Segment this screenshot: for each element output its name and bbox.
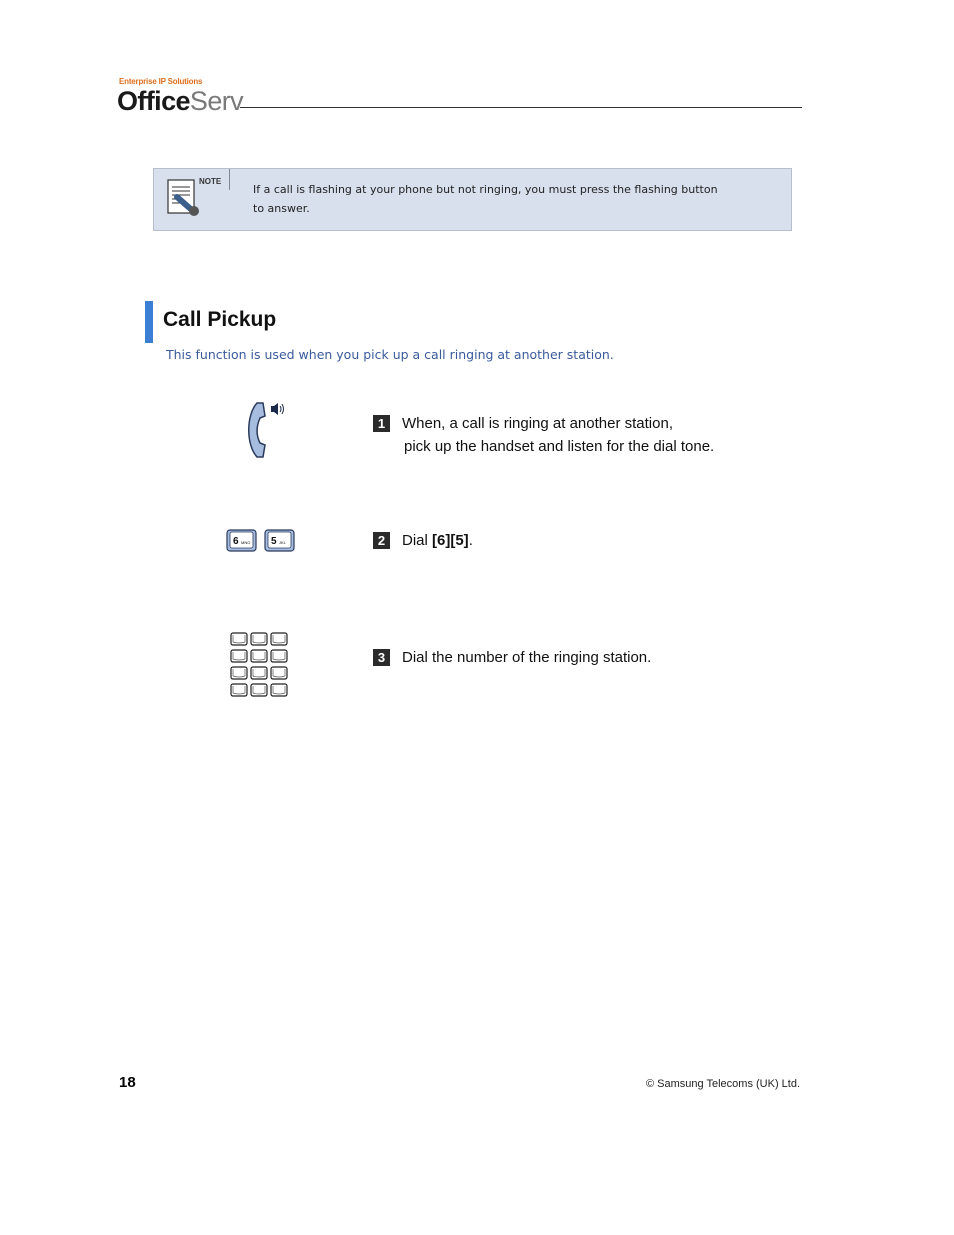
dialpad-key xyxy=(251,684,267,696)
step-2-prefix: Dial xyxy=(402,532,433,549)
dialpad-key xyxy=(271,667,287,679)
header-rule xyxy=(240,107,802,108)
key-6-letters: MNO xyxy=(241,540,251,545)
dialpad-icon xyxy=(230,632,290,703)
brand-tagline: Enterprise IP Solutions xyxy=(119,77,203,86)
key-5-letters: JKL xyxy=(279,540,286,545)
step-2-keys: [6][5] xyxy=(432,532,469,549)
step-1-line2: pick up the handset and listen for the dial tone. xyxy=(404,438,715,455)
handset-speaker-icon xyxy=(243,400,289,465)
step-2-number: 2 xyxy=(373,532,390,549)
dialpad-key xyxy=(231,667,247,679)
note-text-line1: If a call is flashing at your phone but not ringing, you must press the flashing button xyxy=(253,183,718,196)
note-pencil-icon xyxy=(165,177,201,222)
step-2-text xyxy=(402,529,473,552)
dialpad-key xyxy=(251,650,267,662)
step-1-text xyxy=(402,412,714,458)
step-3-text: Dial the number of the ringing station. xyxy=(402,649,652,666)
step-1-number: 1 xyxy=(373,415,390,432)
dialpad-key xyxy=(231,650,247,662)
dialpad-key xyxy=(251,633,267,645)
note-label: NOTE xyxy=(199,177,222,186)
dialpad-key xyxy=(231,633,247,645)
section-subtitle: This function is used when you pick up a call ringing at another station. xyxy=(166,347,614,362)
note-text-line2: to answer. xyxy=(253,201,310,215)
section-title: Call Pickup xyxy=(163,308,277,331)
page-number: 18 xyxy=(119,1074,136,1091)
step-1-line1: When, a call is ringing at another station, xyxy=(402,415,673,432)
copyright: © Samsung Telecoms (UK) Ltd. xyxy=(646,1078,801,1090)
step-3-number: 3 xyxy=(373,649,390,666)
keys-6-5-icon xyxy=(226,529,296,558)
key-5-digit: 5 xyxy=(271,536,277,547)
note-divider xyxy=(229,169,230,190)
dialpad-key xyxy=(271,650,287,662)
logo-part-serv: Serv xyxy=(189,86,244,116)
key-6-digit: 6 xyxy=(233,536,239,547)
note-box xyxy=(153,168,792,231)
step-2-suffix: . xyxy=(468,532,473,549)
officeserv-logo xyxy=(117,86,243,116)
dialpad-key xyxy=(271,633,287,645)
dialpad-key xyxy=(271,684,287,696)
section-accent-bar xyxy=(145,301,153,343)
dialpad-key xyxy=(231,684,247,696)
logo-part-office: Office xyxy=(117,86,190,116)
note-text xyxy=(253,181,743,218)
dialpad-key xyxy=(251,667,267,679)
